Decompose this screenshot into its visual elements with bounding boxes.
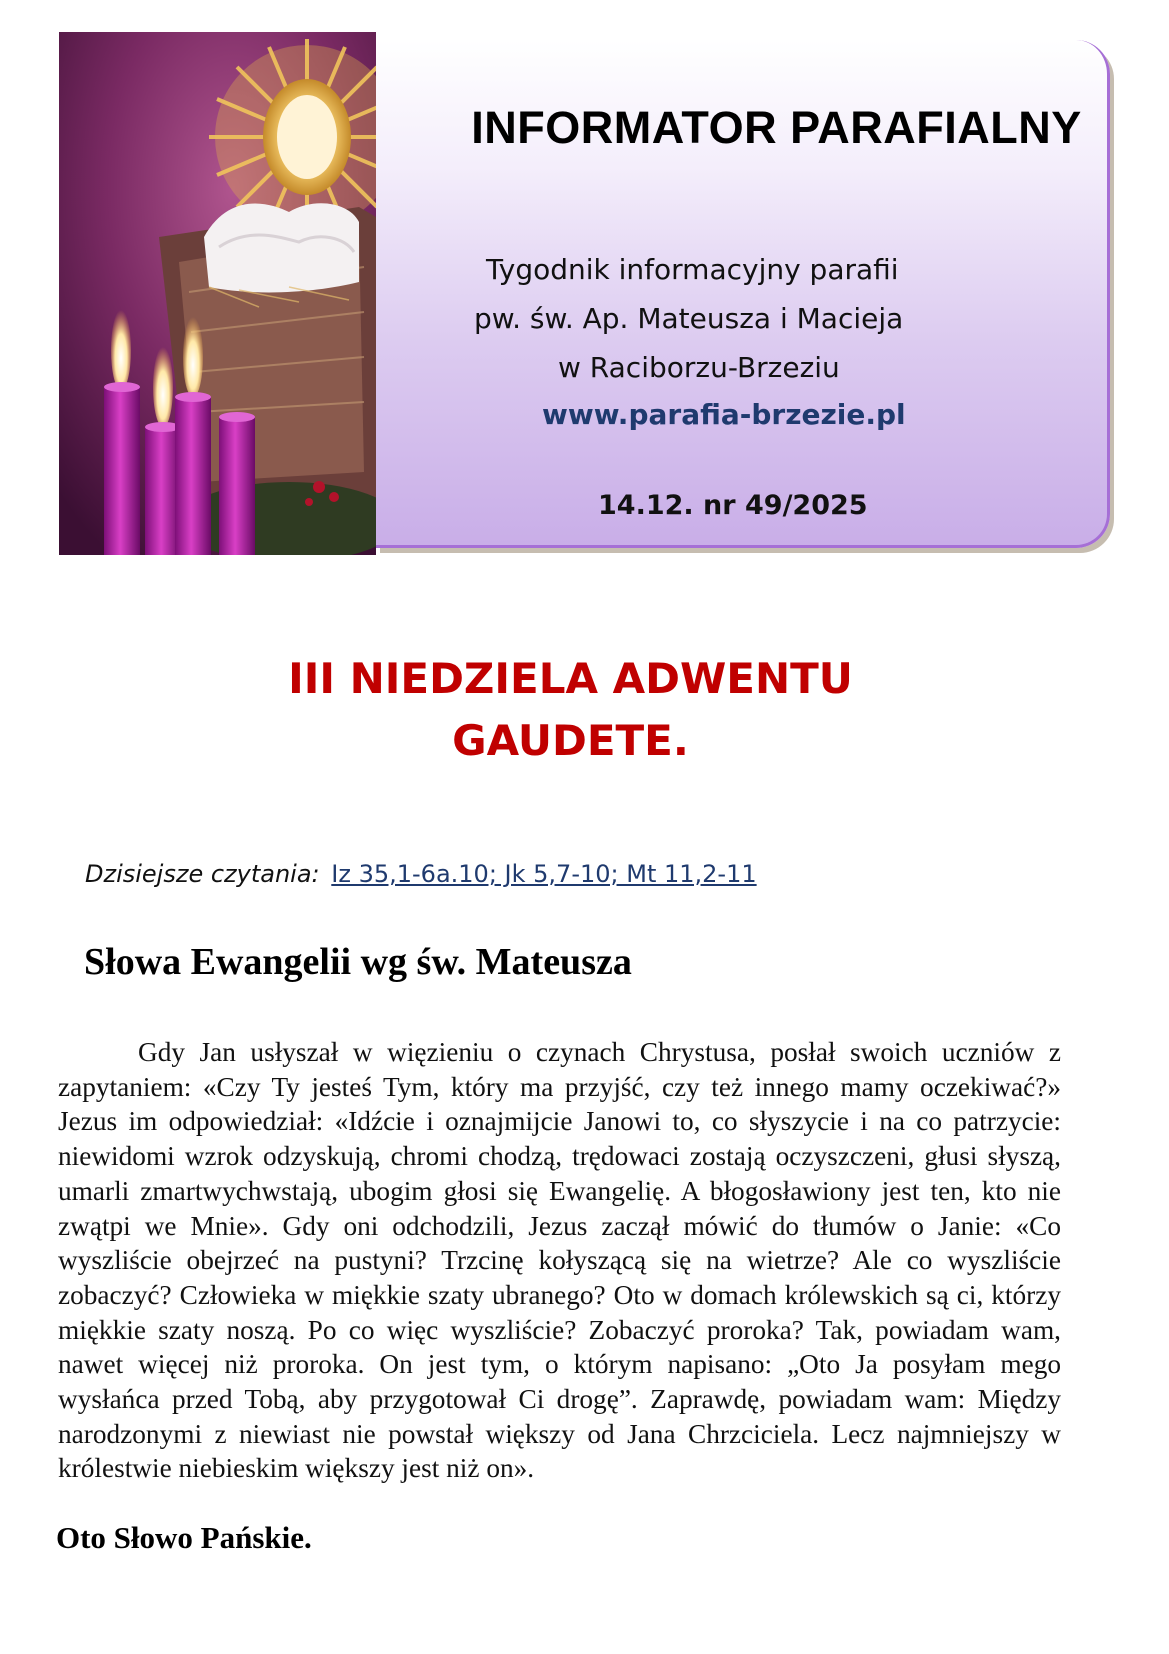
website-link[interactable]: www.parafia-brzezie.pl	[542, 398, 906, 431]
subtitle-line-2: pw. św. Ap. Mateusza i Macieja	[474, 302, 904, 335]
sunday-title-line-1: III NIEDZIELA ADWENTU	[288, 654, 853, 703]
advent-candles-image	[59, 32, 376, 555]
header-banner	[376, 40, 1110, 548]
subtitle-line-3: w Raciborzu-Brzeziu	[558, 351, 840, 384]
candle-icon	[219, 412, 255, 555]
readings-line	[85, 860, 757, 888]
readings-link[interactable]: Iz 35,1-6a.10; Jk 5,7-10; Mt 11,2-11	[331, 860, 757, 888]
sunday-title-line-2: GAUDETE.	[452, 716, 689, 765]
readings-label: Dzisiejsze czytania	[85, 860, 312, 888]
gospel-text: Gdy Jan usłyszał w więzieniu o czynach Chrystusa, posłał swoich uczniów z zapytaniem: «Czy Ty jesteś Tym, który ma przyjść, czy też innego mamy oczekiwać?» Jezus im odpowiedział: «Idźcie i oznajmijcie Janowi to, co słyszycie i na co patrzycie: niewidomi wzrok odzyskują, chromi chodzą, trędowaci zostają oczyszczeni, głusi słyszą, umarli zmartwychwstają, ubogim głosi się Ewangelię. A błogosławiony jest ten, kto nie zwątpi we Mnie». Gdy oni odchodzili, Jezus zaczął mówić do tłumów o Janie: «Co wyszliście obejrzeć na pustyni? Trzcinę kołyszącą się na wietrze? Ale co wyszliście zobaczyć? Człowieka w miękkie szaty ubranego? Oto w domach królewskich są ci, którzy miękkie szaty noszą. Po co więc wyszliście? Zobaczyć proroka? Tak, powiadam wam, nawet więcej niż proroka. On jest tym, o którym napisano: „Oto Ja posyłam mego wysłańca przed Tobą, aby przygotował Ci drogę”. Zaprawdę, powiadam wam: Między narodzonymi z niewiast nie powstał większy od Jana Chrzciciela. Lecz najmniejszy w królestwie niebieskim większy jest niż on».	[58, 1037, 1061, 1484]
gospel-heading: Słowa Ewangelii wg św. Mateusza	[84, 941, 632, 983]
subtitle-line-1: Tygodnik informacyjny parafii	[486, 253, 899, 286]
newsletter-title: INFORMATOR PARAFIALNY	[471, 102, 1082, 153]
issue-number: 14.12. nr 49/2025	[598, 490, 868, 521]
readings-separator: :	[311, 860, 320, 888]
gospel-closing: Oto Słowo Pańskie.	[56, 1520, 312, 1555]
sunday-title	[0, 648, 1169, 772]
